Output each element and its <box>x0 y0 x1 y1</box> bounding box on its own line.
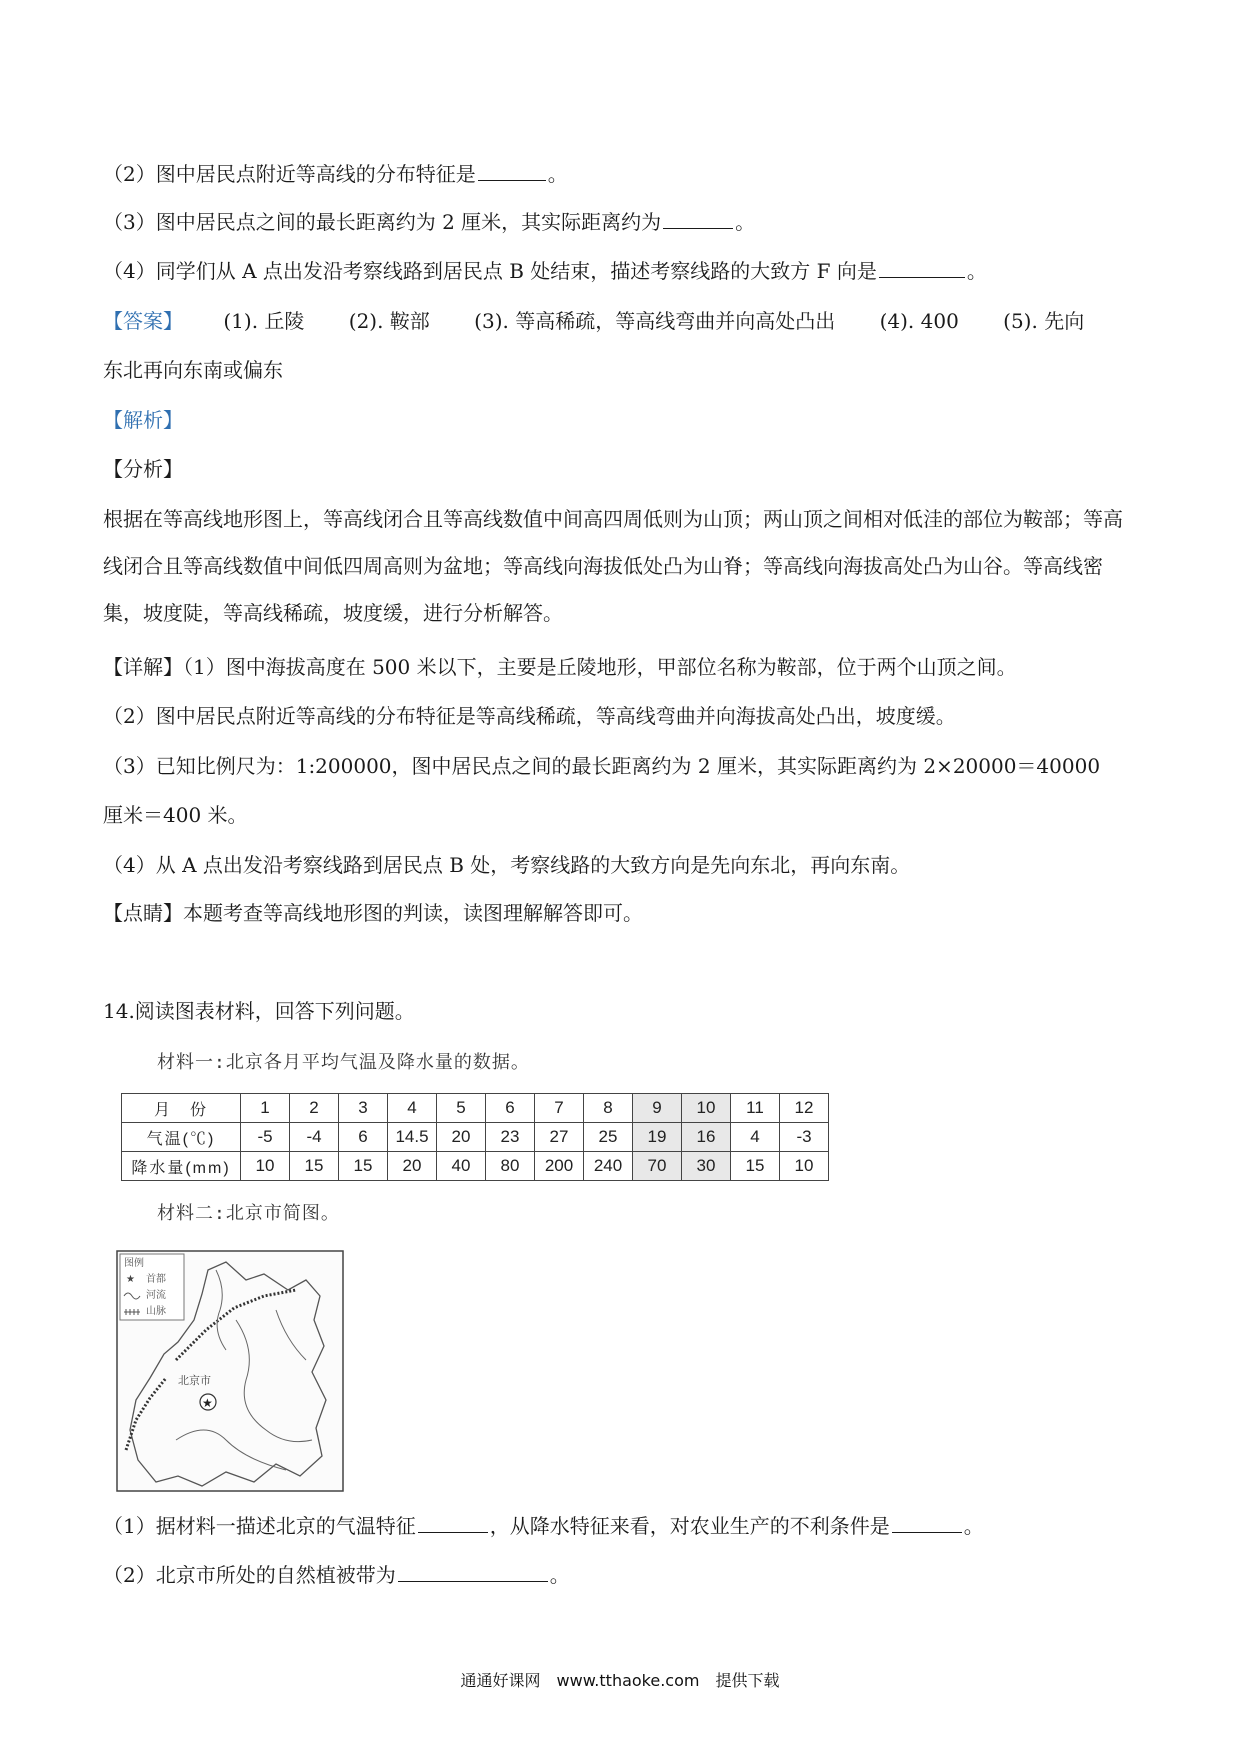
material2-title: 材料二:北京市简图。 <box>157 1203 340 1224</box>
table-cell: 240 <box>584 1152 633 1181</box>
legend-title: 图例 <box>124 1258 144 1269</box>
table-cell: 20 <box>437 1123 486 1152</box>
table-cell: 1 <box>241 1094 290 1123</box>
table-cell: 80 <box>486 1152 535 1181</box>
page-footer: 通通好课网 www.tthaoke.com 提供下载 <box>460 1671 780 1690</box>
legend-capital: 首都 <box>146 1274 166 1285</box>
row-label: 气温(℃) <box>122 1123 241 1152</box>
answer-line <box>103 307 1084 335</box>
answer-blank <box>398 1563 548 1582</box>
table-cell: 4 <box>731 1123 780 1152</box>
detail-3b: 厘米＝400 米。 <box>103 803 248 827</box>
table-cell: 3 <box>339 1094 388 1123</box>
table-cell: 12 <box>780 1094 829 1123</box>
dianjing: 【点睛】本题考查等高线地形图的判读，读图理解解答即可。 <box>103 901 643 925</box>
legend-river: 河流 <box>146 1290 166 1301</box>
question-3: （3）图中居民点之间的最长距离约为 2 厘米，其实际距离约为 。 <box>103 210 756 234</box>
answer-blank <box>663 210 733 229</box>
answer-item: (5). 先向 <box>1003 309 1085 333</box>
table-cell: 16 <box>682 1123 731 1152</box>
row-label: 降水量(mm) <box>122 1152 241 1181</box>
detail-4: （4）从 A 点出发沿考察线路到居民点 B 处，考察线路的大致方向是先向东北，再向东南。 <box>103 853 911 877</box>
table-cell: 25 <box>584 1123 633 1152</box>
detail-1: 【详解】（1）图中海拔高度在 500 米以下，主要是丘陵地形，甲部位名称为鞍部，位于两个山顶之间。 <box>103 655 1017 679</box>
table-cell: -4 <box>290 1123 339 1152</box>
table-cell: 9 <box>633 1094 682 1123</box>
answer-blank <box>879 259 965 278</box>
analysis-label: 【解析】 <box>103 408 183 432</box>
q14-sub2: （2）北京市所处的自然植被带为 。 <box>103 1563 570 1587</box>
table-cell: 15 <box>731 1152 780 1181</box>
map-drawing <box>116 1250 344 1492</box>
table-cell: 6 <box>339 1123 388 1152</box>
answer-item: (1). 丘陵 <box>223 309 305 333</box>
table-row <box>122 1152 829 1181</box>
table-cell: 8 <box>584 1094 633 1123</box>
table-cell: 6 <box>486 1094 535 1123</box>
table-cell: 40 <box>437 1152 486 1181</box>
answer-blank <box>478 162 546 181</box>
table-cell: 10 <box>780 1152 829 1181</box>
beijing-map <box>116 1250 344 1492</box>
q14-title: 14.阅读图表材料，回答下列问题。 <box>103 999 415 1023</box>
table-cell: 10 <box>682 1094 731 1123</box>
material1-title: 材料一:北京各月平均气温及降水量的数据。 <box>157 1052 530 1073</box>
star-icon: ★ <box>202 1396 213 1410</box>
table-cell: 11 <box>731 1094 780 1123</box>
table-cell: 30 <box>682 1152 731 1181</box>
table-cell: 15 <box>290 1152 339 1181</box>
answer-continuation: 东北再向东南或偏东 <box>103 358 283 382</box>
row-label: 月 份 <box>122 1094 241 1123</box>
legend-mountain: 山脉 <box>146 1306 166 1317</box>
climate-table <box>121 1093 829 1181</box>
table-cell: 15 <box>339 1152 388 1181</box>
table-cell: 14.5 <box>388 1123 437 1152</box>
table-cell: 27 <box>535 1123 584 1152</box>
star-icon: ★ <box>126 1274 135 1285</box>
table-cell: 7 <box>535 1094 584 1123</box>
table-cell: 2 <box>290 1094 339 1123</box>
table-cell: 19 <box>633 1123 682 1152</box>
table-cell: -3 <box>780 1123 829 1152</box>
detail-3a: （3）已知比例尺为：1:200000，图中居民点之间的最长距离约为 2 厘米，其实际距离约为 2×20000＝40000 <box>103 754 1101 778</box>
table-cell: 5 <box>437 1094 486 1123</box>
answer-item: (3). 等高稀疏，等高线弯曲并向高处凸出 <box>474 309 836 333</box>
table-header-row <box>122 1094 829 1123</box>
answer-blank <box>418 1514 488 1533</box>
table-cell: -5 <box>241 1123 290 1152</box>
question-4: （4）同学们从 A 点出发沿考察线路到居民点 B 处结束，描述考察线路的大致方 F 向是 。 <box>103 259 987 283</box>
q14-sub1: （1）据材料一描述北京的气温特征 ，从降水特征来看，对农业生产的不利条件是 。 <box>103 1514 984 1538</box>
answer-blank <box>892 1514 962 1533</box>
fenxi-label: 【分析】 <box>103 457 183 481</box>
answer-item: (2). 鞍部 <box>348 309 430 333</box>
answer-item: (4). 400 <box>879 309 959 333</box>
table-cell: 200 <box>535 1152 584 1181</box>
city-label: 北京市 <box>178 1374 211 1387</box>
table-cell: 20 <box>388 1152 437 1181</box>
table-cell: 23 <box>486 1123 535 1152</box>
question-2: （2）图中居民点附近等高线的分布特征是 。 <box>103 162 568 186</box>
table-cell: 70 <box>633 1152 682 1181</box>
answer-label: 【答案】 <box>103 309 183 333</box>
detail-2: （2）图中居民点附近等高线的分布特征是等高线稀疏，等高线弯曲并向海拔高处凸出，坡度缓。 <box>103 704 956 728</box>
table-row <box>122 1123 829 1152</box>
fenxi-text: 根据在等高线地形图上，等高线闭合且等高线数值中间高四周低则为山顶；两山顶之间相对低洼的部位为鞍部；等高线闭合且等高线数值中间低四周高则为盆地；等高线向海拔低处凸为山脊；等高线向海拔高处凸为山谷。等高线密集，坡度陡，等高线稀疏，坡度缓，进行分析解答。 <box>103 507 1123 625</box>
table-cell: 10 <box>241 1152 290 1181</box>
table-cell: 4 <box>388 1094 437 1123</box>
